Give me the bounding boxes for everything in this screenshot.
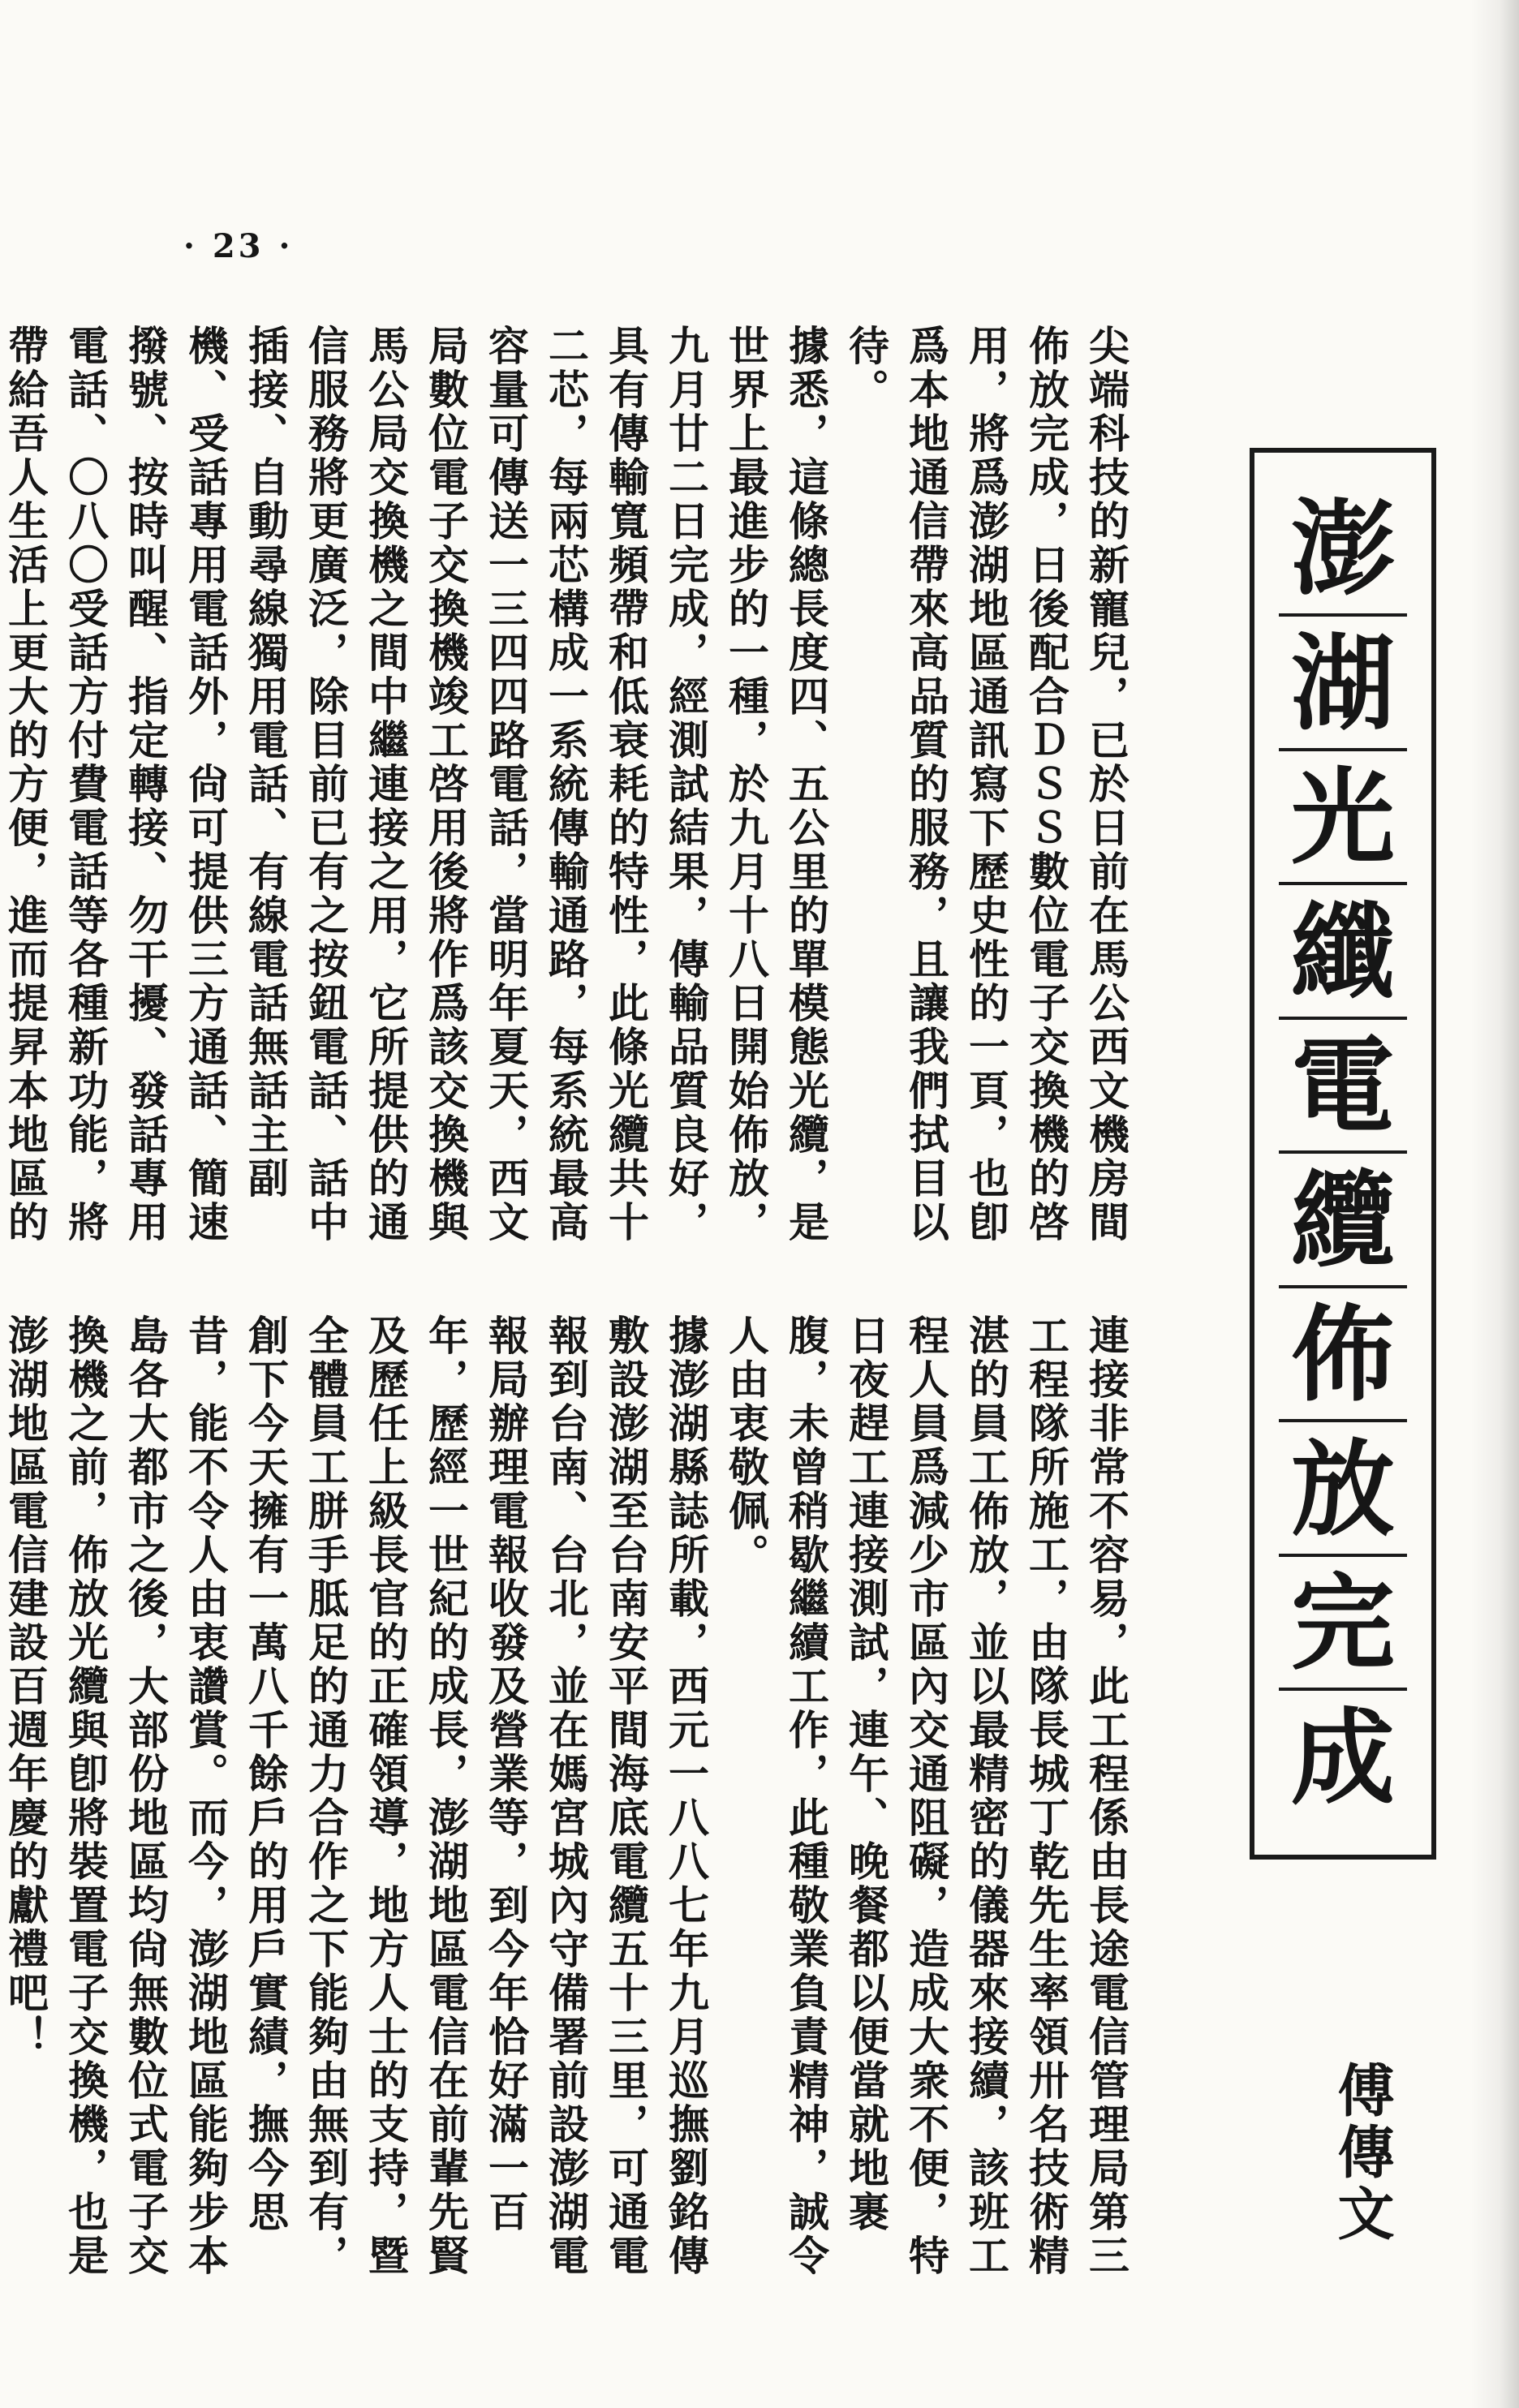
author-name: 傅傳文 xyxy=(1328,2061,1396,2246)
title-char: 纖 xyxy=(1279,888,1407,1020)
article-title xyxy=(1250,448,1436,1860)
title-char: 電 xyxy=(1279,1022,1407,1154)
title-char: 纜 xyxy=(1279,1157,1407,1288)
article-body-upper xyxy=(2,325,1136,1282)
title-char: 放 xyxy=(1279,1425,1407,1557)
page-number: · 23 · xyxy=(183,227,294,265)
paragraph: 連接非常不容易，此工程係由長途電信管理局第三工程隊所施工，由隊長城丁乾先生率領卅名技術精湛的員工佈放，並以最精密的儀器來接續，該班工程人員爲減少市區內交通阻礙，造成大衆不便，特日夜趕工連接測試，連午、晚餐都以便當就地裹腹，未曾稍歇繼續工作，此種敬業負責精神，誠令人由衷敬佩。 xyxy=(722,1314,1130,2278)
title-char: 完 xyxy=(1279,1559,1407,1691)
title-char: 成 xyxy=(1290,1696,1395,1819)
title-char: 澎 xyxy=(1279,485,1407,617)
title-char: 光 xyxy=(1279,754,1407,885)
article-body-lower xyxy=(2,1314,1136,2288)
paragraph: 據澎湖縣誌所載，西元一八八七年九月巡撫劉銘傳敷設澎湖至台南安平間海底電纜五十三里，可通電報到台南、台北，並在媽宮城內守備署前設澎湖電報局辦理電報收發及營業等，到今年恰好滿一百年，歷經一世紀的成長，澎湖地區電信在前輩先賢及歷任上級長官的正確領導，地方人士的支持，暨全體員工胼手胝足的通力合作之下能夠由無到有，創下今天擁有一萬八千餘戶的用戶實績，撫今思昔，能不令人由衷讚賞。而今，澎湖地區能夠步本島各大都市之後，大部份地區均尙無數位式電子交換機之前，佈放光纜與卽將裝置電子交換機，也是澎湖地區電信建設百週年慶的獻禮吧！ xyxy=(2,1314,710,2278)
title-char: 湖 xyxy=(1279,620,1407,751)
title-char: 佈 xyxy=(1279,1291,1407,1422)
paragraph: 尖端科技的新寵兒，已於日前在馬公西文機房間佈放完成，日後配合ＤＳＳ數位電子交換機的啓用，將爲澎湖地區通訊寫下歷史性的一頁，也卽爲本地通信帶來高品質的服務，且讓我們拭目以待。 xyxy=(842,325,1130,1245)
page-edge-shadow xyxy=(1470,0,1519,2408)
paragraph: 據悉，這條總長度四、五公里的單模態光纜，是世界上最進步的一種，於九月十八日開始佈放，九月廿二日完成，經測試結果，傳輸品質良好，具有傳輸寬頻帶和低衰耗的特性，此條光纜共十二芯，每兩芯構成一系統傳輸通路，每系統最高容量可傳送一三四四路電話，當明年夏天，西文局數位電子交換機竣工啓用後將作爲該交換機與馬公局交換機之間中繼連接之用，它所提供的通信服務將更廣泛，除目前已有之按鈕電話、話中插接、自動尋線獨用電話、有線電話無話主副機、受話專用電話外，尙可提供三方通話、簡速撥號、按時叫醒、指定轉接、勿干擾、發話專用電話、〇八〇受話方付費電話等各種新功能，將帶給吾人生活上更大的方便，進而提昇本地區的 xyxy=(2,325,830,1245)
